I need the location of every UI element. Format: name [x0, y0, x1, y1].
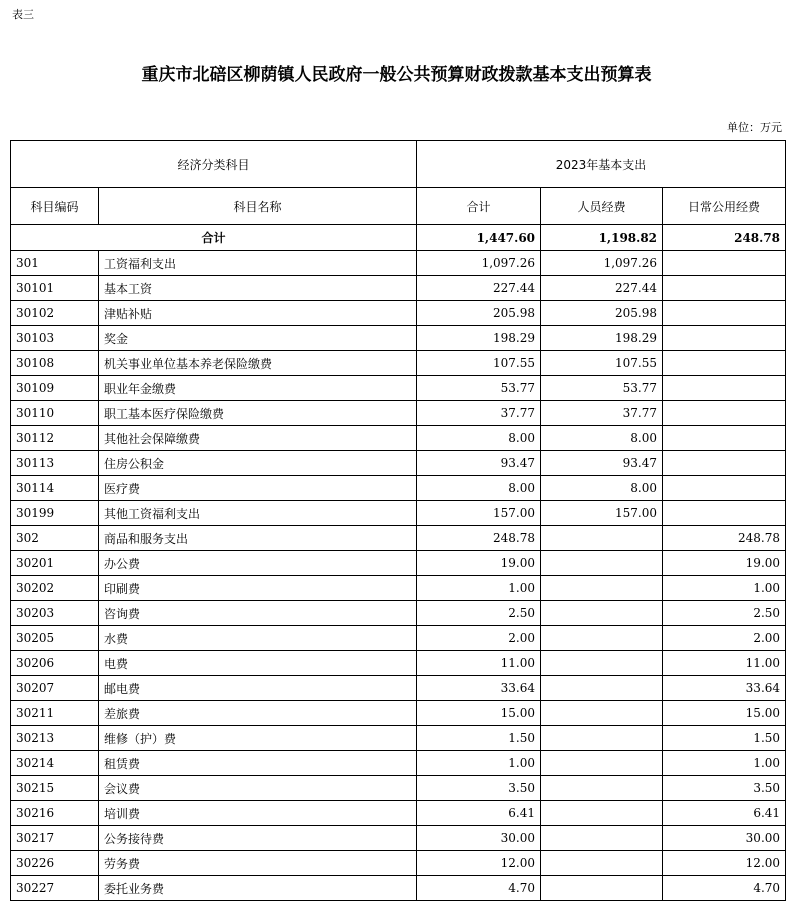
row-name: 医疗费	[99, 476, 417, 501]
row-total: 15.00	[417, 701, 541, 726]
row-name: 商品和服务支出	[99, 526, 417, 551]
row-personnel	[541, 826, 663, 851]
row-personnel	[541, 851, 663, 876]
row-total: 248.78	[417, 526, 541, 551]
table-row	[11, 526, 786, 551]
row-daily	[663, 376, 786, 401]
row-daily: 33.64	[663, 676, 786, 701]
row-daily: 12.00	[663, 851, 786, 876]
row-total: 6.41	[417, 801, 541, 826]
row-total: 1.00	[417, 576, 541, 601]
header-row-2	[11, 188, 786, 225]
header-daily: 日常公用经费	[663, 188, 786, 225]
row-daily: 19.00	[663, 551, 786, 576]
row-total: 3.50	[417, 776, 541, 801]
header-personnel: 人员经费	[541, 188, 663, 225]
table-row	[11, 326, 786, 351]
row-code: 302	[11, 526, 99, 551]
row-name: 住房公积金	[99, 451, 417, 476]
row-personnel: 157.00	[541, 501, 663, 526]
row-name: 水费	[99, 626, 417, 651]
row-code: 301	[11, 251, 99, 276]
row-personnel: 227.44	[541, 276, 663, 301]
total-row	[11, 225, 786, 251]
table-row	[11, 776, 786, 801]
unit-label: 单位：万元	[727, 121, 782, 134]
table-row	[11, 651, 786, 676]
header-row-1	[11, 141, 786, 188]
row-personnel: 8.00	[541, 476, 663, 501]
row-total: 12.00	[417, 851, 541, 876]
row-personnel: 93.47	[541, 451, 663, 476]
row-personnel	[541, 801, 663, 826]
row-name: 租赁费	[99, 751, 417, 776]
table-row	[11, 401, 786, 426]
row-code: 30216	[11, 801, 99, 826]
row-name: 机关事业单位基本养老保险缴费	[99, 351, 417, 376]
row-name: 办公费	[99, 551, 417, 576]
row-daily	[663, 501, 786, 526]
row-name: 差旅费	[99, 701, 417, 726]
budget-table	[10, 140, 786, 901]
row-personnel: 198.29	[541, 326, 663, 351]
header-code: 科目编码	[11, 188, 99, 225]
row-name: 奖金	[99, 326, 417, 351]
row-daily: 4.70	[663, 876, 786, 901]
row-name: 会议费	[99, 776, 417, 801]
row-code: 30203	[11, 601, 99, 626]
row-code: 30102	[11, 301, 99, 326]
table-row	[11, 751, 786, 776]
row-code: 30108	[11, 351, 99, 376]
row-code: 30201	[11, 551, 99, 576]
row-daily: 30.00	[663, 826, 786, 851]
table-row	[11, 551, 786, 576]
row-total: 1,097.26	[417, 251, 541, 276]
table-row	[11, 726, 786, 751]
row-daily: 1.00	[663, 576, 786, 601]
table-row	[11, 851, 786, 876]
row-personnel	[541, 576, 663, 601]
row-personnel	[541, 726, 663, 751]
row-code: 30109	[11, 376, 99, 401]
table-row	[11, 876, 786, 901]
row-total: 30.00	[417, 826, 541, 851]
row-daily: 248.78	[663, 526, 786, 551]
row-total: 157.00	[417, 501, 541, 526]
row-code: 30211	[11, 701, 99, 726]
table-row	[11, 626, 786, 651]
row-daily	[663, 301, 786, 326]
row-name: 其他社会保障缴费	[99, 426, 417, 451]
row-daily: 15.00	[663, 701, 786, 726]
row-code: 30103	[11, 326, 99, 351]
table-row	[11, 426, 786, 451]
table-label: 表三	[12, 8, 34, 21]
table-row	[11, 826, 786, 851]
row-code: 30114	[11, 476, 99, 501]
row-personnel	[541, 551, 663, 576]
table-row	[11, 301, 786, 326]
row-daily	[663, 351, 786, 376]
total-daily: 248.78	[663, 225, 786, 251]
row-code: 30199	[11, 501, 99, 526]
row-name: 公务接待费	[99, 826, 417, 851]
row-code: 30214	[11, 751, 99, 776]
row-personnel	[541, 701, 663, 726]
row-total: 19.00	[417, 551, 541, 576]
row-total: 53.77	[417, 376, 541, 401]
row-daily	[663, 451, 786, 476]
row-total: 11.00	[417, 651, 541, 676]
header-classification: 经济分类科目	[11, 141, 417, 188]
row-total: 33.64	[417, 676, 541, 701]
table-row	[11, 601, 786, 626]
row-daily: 1.50	[663, 726, 786, 751]
header-name: 科目名称	[99, 188, 417, 225]
row-total: 8.00	[417, 426, 541, 451]
row-code: 30207	[11, 676, 99, 701]
row-code: 30226	[11, 851, 99, 876]
row-code: 30112	[11, 426, 99, 451]
table-row	[11, 701, 786, 726]
row-daily: 6.41	[663, 801, 786, 826]
row-daily: 11.00	[663, 651, 786, 676]
header-total: 合计	[417, 188, 541, 225]
page-title: 重庆市北碚区柳荫镇人民政府一般公共预算财政拨款基本支出预算表	[141, 65, 652, 85]
row-daily: 1.00	[663, 751, 786, 776]
table-row	[11, 501, 786, 526]
row-total: 1.00	[417, 751, 541, 776]
row-personnel	[541, 651, 663, 676]
row-personnel: 107.55	[541, 351, 663, 376]
row-code: 30227	[11, 876, 99, 901]
row-name: 电费	[99, 651, 417, 676]
table-row	[11, 376, 786, 401]
row-personnel: 53.77	[541, 376, 663, 401]
row-daily	[663, 476, 786, 501]
row-code: 30113	[11, 451, 99, 476]
table-row	[11, 276, 786, 301]
row-name: 津贴补贴	[99, 301, 417, 326]
row-daily: 2.50	[663, 601, 786, 626]
total-personnel: 1,198.82	[541, 225, 663, 251]
row-name: 维修（护）费	[99, 726, 417, 751]
row-name: 职工基本医疗保险缴费	[99, 401, 417, 426]
row-name: 职业年金缴费	[99, 376, 417, 401]
row-total: 93.47	[417, 451, 541, 476]
row-total: 198.29	[417, 326, 541, 351]
row-total: 1.50	[417, 726, 541, 751]
row-name: 印刷费	[99, 576, 417, 601]
row-name: 培训费	[99, 801, 417, 826]
row-code: 30205	[11, 626, 99, 651]
row-personnel	[541, 676, 663, 701]
row-daily: 3.50	[663, 776, 786, 801]
table-row	[11, 451, 786, 476]
row-code: 30215	[11, 776, 99, 801]
row-name: 其他工资福利支出	[99, 501, 417, 526]
total-sum: 1,447.60	[417, 225, 541, 251]
header-year-expense: 2023年基本支出	[417, 141, 786, 188]
row-daily: 2.00	[663, 626, 786, 651]
table-row	[11, 676, 786, 701]
total-label: 合计	[11, 225, 417, 251]
row-name: 咨询费	[99, 601, 417, 626]
row-total: 2.50	[417, 601, 541, 626]
row-personnel: 1,097.26	[541, 251, 663, 276]
row-daily	[663, 401, 786, 426]
table-row	[11, 576, 786, 601]
row-total: 4.70	[417, 876, 541, 901]
row-personnel: 37.77	[541, 401, 663, 426]
row-personnel	[541, 751, 663, 776]
row-personnel	[541, 526, 663, 551]
row-total: 205.98	[417, 301, 541, 326]
row-total: 227.44	[417, 276, 541, 301]
row-name: 基本工资	[99, 276, 417, 301]
table-row	[11, 351, 786, 376]
row-name: 邮电费	[99, 676, 417, 701]
row-personnel	[541, 626, 663, 651]
row-daily	[663, 326, 786, 351]
row-personnel	[541, 876, 663, 901]
table-row	[11, 801, 786, 826]
row-personnel	[541, 601, 663, 626]
row-personnel: 8.00	[541, 426, 663, 451]
row-personnel	[541, 776, 663, 801]
row-name: 委托业务费	[99, 876, 417, 901]
row-code: 30101	[11, 276, 99, 301]
row-daily	[663, 276, 786, 301]
row-total: 107.55	[417, 351, 541, 376]
row-code: 30206	[11, 651, 99, 676]
row-name: 劳务费	[99, 851, 417, 876]
row-total: 37.77	[417, 401, 541, 426]
row-code: 30110	[11, 401, 99, 426]
row-personnel: 205.98	[541, 301, 663, 326]
row-code: 30217	[11, 826, 99, 851]
row-daily	[663, 426, 786, 451]
row-code: 30202	[11, 576, 99, 601]
row-total: 2.00	[417, 626, 541, 651]
row-code: 30213	[11, 726, 99, 751]
table-row	[11, 476, 786, 501]
row-daily	[663, 251, 786, 276]
row-total: 8.00	[417, 476, 541, 501]
table-row	[11, 251, 786, 276]
row-name: 工资福利支出	[99, 251, 417, 276]
